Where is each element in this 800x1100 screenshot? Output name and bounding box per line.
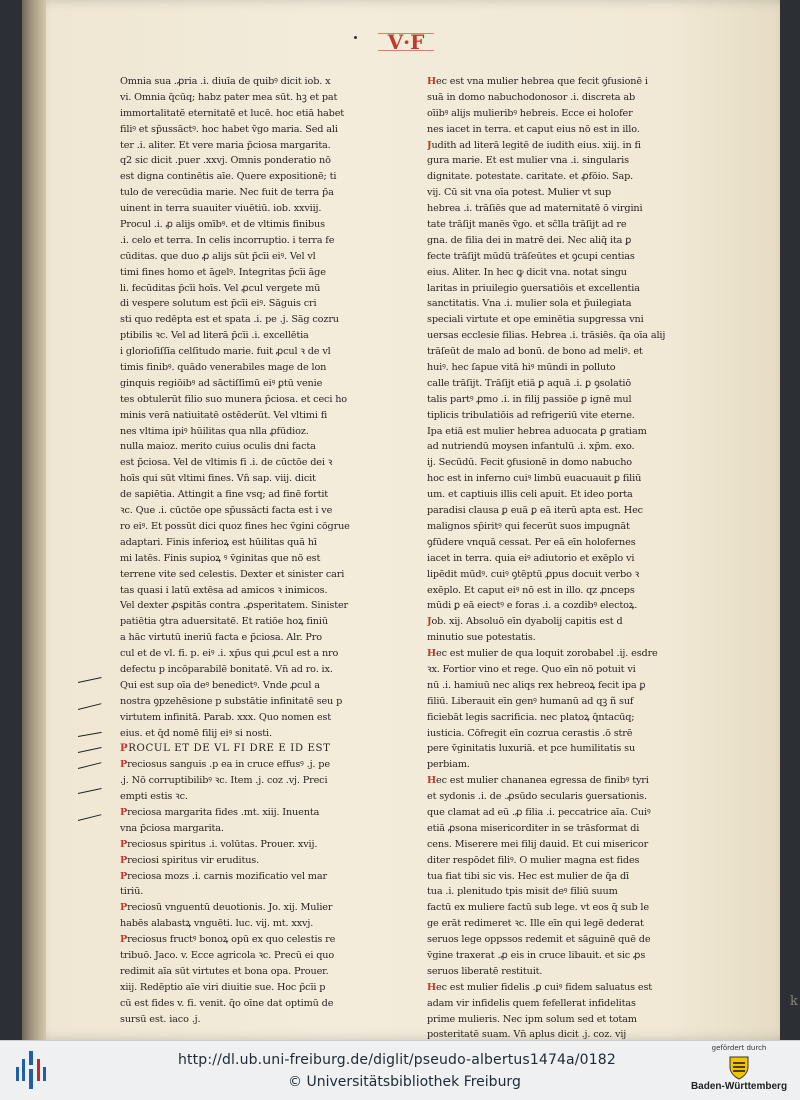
folio-heading: V·F <box>382 30 430 54</box>
text-line: Preciosa margarita fides .mt. xiij. Inuenta <box>120 806 320 818</box>
text-line: ginquis regiōibꝰ ad sāctiſſimū eiꝰ ꝑtū venie <box>120 377 323 389</box>
text-line: lipēdit mūdꝰ. cuiꝰ ꝯtēptū ꝓpus docuit verbo ꝛ <box>427 568 640 580</box>
text-line: Hec est mulier chananea egressa de finibꝰ tyri <box>427 775 649 787</box>
text-line: Procul .i. ꝓ alijs omībꝰ. et de vltimis finibus <box>120 219 325 231</box>
rubricated-initial: H <box>427 76 437 87</box>
text-line: Qui est sup oīa deꝰ benedictꝰ. Vnde ꝓcul a <box>120 679 320 691</box>
rubricated-initial: H <box>427 775 437 787</box>
text-line: calle trāſijt. Trāſijt etiā ꝑ aquā .i. ꝑ ꝯsolatiō <box>427 377 632 389</box>
ink-dot <box>354 36 357 39</box>
text-line: ꝛc. Que .i. cūctōe ope sp̄ussācti facta est i ve <box>120 505 333 517</box>
university-library-logo-icon <box>12 1049 50 1091</box>
text-line: gna. de filia dei in matrē dei. Nec aliq̄ ita ꝑ <box>427 234 632 246</box>
text-line: uersas ecclesie filias. Hebrea .i. trāsiēs. q̄a oīa alij <box>427 330 666 342</box>
text-line: paradisi clausa ꝑ euā ꝑ eā iterū apta est. Hec <box>427 505 643 517</box>
text-line: est p̄ciosa. Vel de vltimis fi .i. de cūctōe dei ꝛ <box>120 457 333 469</box>
text-line: trāſeūt de malo ad bonū. de bono ad meliꝰ. et <box>427 346 643 358</box>
text-line: uinent in terra suauiter viuētiū. iob. xxviij. <box>120 203 322 215</box>
text-line: hebrea .i. trāſiēs que ad maternitatē ō virgini <box>427 203 643 215</box>
text-line: xiij. Redēptio aīe viri diuitie sue. Hoc p̄cīi p <box>120 981 326 993</box>
rubricated-initial: J <box>427 616 432 628</box>
text-line: Preciosus sanguis .p ea in cruce effusꝰ .j. pe <box>120 759 330 771</box>
text-line: laritas in priuilegio ꝯuersatiōis et excellentia <box>427 282 640 294</box>
rubricated-initial: P <box>120 934 128 946</box>
text-line: tribuō. Jaco. v. Ecce agricola ꝛc. Precū ei quo <box>120 949 335 961</box>
text-line: Vel dexter ꝓsꝑitās contra .ꝓsperitatem. Sinister <box>120 600 349 612</box>
text-line: cūditas. que duo ꝓ alijs sūt p̄cīi eiꝰ. Vel vl <box>120 250 316 262</box>
text-line: cul et de vl. fi. p. eiꝰ .i. xp̄us qui ꝓcul est a nro <box>120 648 339 660</box>
text-line: defectu p incōparabilē bonitatē. Vn̄ ad ro. ix. <box>120 663 333 675</box>
text-line: Preciosus spiritus .i. volūtas. Prouer. xvij. <box>120 838 318 850</box>
text-line: ꝛx. Fortior vino et rege. Quo eīn nō potuit vi <box>427 663 636 675</box>
text-line: oīibꝰ alijs mulieribꝰ hebreis. Ecce ei holofer <box>427 107 633 119</box>
copyright-notice: © Universitätsbibliothek Freiburg <box>288 1074 521 1090</box>
text-line: Job. xij. Absoluō eīn dyabolij capitis est d <box>427 616 623 628</box>
marginal-pen-stroke <box>78 732 102 737</box>
text-line: que clamat ad eū .ꝓ filia .i. peccatrice aīa. Cuiꝰ <box>427 806 651 818</box>
sponsor-name: Baden-Württemberg <box>690 1081 788 1092</box>
rubricated-initial: H <box>427 648 437 660</box>
text-line: vna p̄ciosa margarita. <box>120 822 224 834</box>
text-line: malignos sp̄iritꝰ qui fecerūt suos impugnāt <box>427 520 630 532</box>
text-line: Preciosū vnguentū deuotionis. Jo. xij. Mulier <box>120 902 333 914</box>
text-line: etiā ꝓsona misericorditer in se trāsformat di <box>427 822 640 834</box>
marginal-pen-stroke <box>78 788 102 794</box>
rubricated-initial: P <box>120 806 128 818</box>
text-line: tiplicis tribulatiōis ad refrigeriū vite eterne. <box>427 409 635 421</box>
text-line: adam vir infidelis quem fefellerat infidelitas <box>427 997 636 1009</box>
text-line: adaptari. Finis inferioꝝ est hūilitas quā hī <box>120 536 317 548</box>
text-line: cens. Miserere mei filij dauid. Et cui misericor <box>427 838 649 850</box>
text-line: v̄gine traxerat .ꝓ eis in cruce libauit. et sic ꝓs <box>427 949 646 961</box>
text-line: .j. Nō corruptibilibꝰ ꝛc. Item .j. coz .vj. Preci <box>120 775 328 787</box>
text-line: fecte trāſijt mūdū trāſeūtes et ꝯcupi centias <box>427 250 635 262</box>
text-line: tiriū. <box>120 886 144 898</box>
viewer-footer <box>0 1040 800 1100</box>
page-gutter <box>22 0 46 1040</box>
text-line: prime mulieris. Nec ipm solum sed et totam <box>427 1013 637 1025</box>
text-line: PROCUL ET DE VL FI DRE E ID EST <box>120 742 331 755</box>
text-line: ptibilis ꝛc. Vel ad literā p̄cīi .i. excellētia <box>120 330 309 342</box>
rubricated-initial: H <box>427 981 437 993</box>
text-line: Hec est vna mulier hebrea que fecit ꝯfusionē i <box>427 76 648 87</box>
rubricated-initial: P <box>120 759 128 771</box>
text-line: nes vltima ipiꝰ hūilitas qua nlla ꝓfūdioz. <box>120 425 309 437</box>
text-line: hoīs qui sūt vltimi fines. Vn̄ sap. viij. dicit <box>120 473 316 485</box>
text-line: posteritatē suam. Vn̄ aplus dicit .j. coz. vij <box>427 1029 627 1041</box>
marginal-pen-stroke <box>78 762 102 769</box>
text-line: exēplo. Et caput eiꝰ nō est in illo. qz ꝓnceps <box>427 584 635 596</box>
text-line: vij. Cū sit vna oīa potest. Mulier vt sup <box>427 187 612 199</box>
permalink-url[interactable]: http://dl.ub.uni-freiburg.de/diglit/pseudo-albertus1474a/0182 <box>178 1052 616 1068</box>
text-line: .i. celo et terra. In celis incorruptio. i terra fe <box>120 234 335 246</box>
text-line: minutio sue potestatis. <box>427 632 536 644</box>
text-line: tulo de verecūdia marie. Nec fuit de terra p̄a <box>120 187 334 199</box>
text-line: sursū est. iaco .j. <box>120 1013 201 1025</box>
text-line: nes iacet in terra. et caput eius nō est in illo. <box>427 123 640 135</box>
text-line: ter .i. aliter. Et vere maria p̄ciosa margarita. <box>120 139 331 151</box>
text-line: li. fecūditas p̄cīi hoīs. Vel ꝓcul vergete mū <box>120 282 321 294</box>
text-line: tate trāſijt manēs v̄go. et sc̄lla trāſijt ad re <box>427 219 627 231</box>
text-line: tas quasi i latū extēsa ad amicos ꝛ inimicos. <box>120 584 328 596</box>
text-line: suā in domo nabuchodonosor .i. discreta ab <box>427 91 636 103</box>
state-crest-icon <box>726 1054 752 1080</box>
text-line: q2 sic dicit .puer .xxvj. Omnis ponderatio nō <box>120 155 331 167</box>
text-line: cū est fides v. fi. venit. q̄o oīne dat optimū de <box>120 997 334 1009</box>
text-line: de sapiētia. Attingit a fine vsq; ad finē fortit <box>120 489 329 501</box>
text-line: mūdi ꝑ eā eiectꝰ e foras .i. a cozdibꝰ electoꝝ. <box>427 600 638 612</box>
rubricated-initial: P <box>120 838 128 850</box>
text-line: a hāc virtutū ineriū facta e p̄ciosa. Alr. Pro <box>120 632 322 644</box>
text-line: ro eiꝰ. Et possūt dici quoz fines hec v̄gini cōgrue <box>120 520 350 532</box>
text-line: vi. Omnia q̄cūq; habz pater mea sūt. hꝫ et pat <box>120 91 338 103</box>
text-line: iacet in terra. quia eiꝰ adiutorio et exēplo vi <box>427 552 635 564</box>
text-line: timi fines homo et āgelꝰ. Integritas p̄cīi āge <box>120 266 326 278</box>
text-line: Hec est mulier de qua loquit zorobabel .ij. esdre <box>427 648 658 660</box>
text-line: Judith ad literā legitē de iudith eius. xiij. in fi <box>427 139 641 151</box>
marginal-pen-stroke <box>78 814 102 821</box>
text-line: virtutem infinitā. Parab. xxx. Quo nomen est <box>120 711 331 723</box>
marginal-pen-stroke <box>78 747 102 753</box>
text-line: dignitate. potestate. caritate. et ꝓfōio. Sap. <box>427 171 634 183</box>
text-line: perbiam. <box>427 759 470 771</box>
text-line: nostra ꝯpzehēsione p substātie infinitatē seu p <box>120 695 343 707</box>
text-line: filiꝰ et sp̄ussāctꝰ. hoc habet v̄go maria. Sed ali <box>120 123 338 135</box>
text-line: et sydonis .i. de .ꝓsūdo secularis ꝯuersationis. <box>427 791 647 803</box>
text-line: di vespere solutum est p̄cīi eiꝰ. Sāguis cri <box>120 298 317 310</box>
text-line: hoc est in inferno cuiꝰ limbū euacuauit ꝑ filiū <box>427 473 642 485</box>
text-line: tua fiat tibi sic vis. Hec est mulier de q̄a dī <box>427 870 629 882</box>
rubricated-initial: P <box>120 742 129 755</box>
left-text-column <box>120 74 370 1027</box>
sponsor-block <box>684 1044 794 1098</box>
text-line: ij. Secūdū. Fecit ꝯfusionē in domo nabucho <box>427 457 632 469</box>
text-line: seruos lege oppssos redemit et sāguinē quē de <box>427 934 651 946</box>
text-line: sanctitatis. Vna .i. mulier sola et p̄uilegiata <box>427 298 632 310</box>
text-line: talis partꝰ ꝓmo .i. in filij passiōe ꝑ ignē mul <box>427 393 632 405</box>
text-line: gura marie. Et est mulier vna .i. singularis <box>427 155 629 167</box>
text-line: ficiebāt legis sacrificia. nec platoꝝ q̄ntacūq; <box>427 711 635 723</box>
text-line: eius. et q̄d nomē filij eiꝰ si nosti. <box>120 727 272 739</box>
text-line: huiꝰ. hec ſapue vitā hiꝰ mūndi in polluto <box>427 362 616 374</box>
text-line: patiētia ꝯtra aduersitatē. Et ratiōe hoꝝ finiū <box>120 616 328 628</box>
text-line: timis finibꝰ. quādo venerabiles mage de lon <box>120 362 327 374</box>
rubricated-initial: J <box>427 139 432 151</box>
text-line: um. et captiuis illis celi apuit. Et ideo porta <box>427 489 633 501</box>
text-line: terrene vite sed celestis. Dexter et sinister cari <box>120 568 345 580</box>
text-line: mi latēs. Finis supioꝝ ꝰ v̄ginitas que nō est <box>120 552 321 564</box>
manuscript-page <box>22 0 798 1041</box>
text-line: eius. Aliter. In hec ꝙ dicit vna. notat singu <box>427 266 627 278</box>
rubricated-initial: P <box>120 870 128 882</box>
rubricated-initial: P <box>120 854 128 866</box>
pencil-annotation: k <box>790 994 798 1009</box>
text-line: nulla maioz. merito cuius oculis dni facta <box>120 441 316 453</box>
text-line: diter respōdet filiꝰ. O mulier magna est fides <box>427 854 640 866</box>
text-line: minis verā natiuitatē ostēderūt. Vel vltimi fi <box>120 409 328 421</box>
text-line: Preciosus fructꝰ bonoꝝ opū ex quo celestis re <box>120 934 336 946</box>
text-line: seruos liberatē restituit. <box>427 965 543 977</box>
text-line: i glorioſiſſīa celſitudo marie. fuit ꝓcul ꝛ de vl <box>120 346 331 358</box>
text-line: Omnia sua .ꝓria .i. diuīa de quibꝰ dicit iob. x <box>120 76 331 87</box>
text-line: redimit aīa sūt virtutes et bona opa. Prouer. <box>120 965 329 977</box>
text-line: ad nutriendū moysen infantulū .i. xp̄m. exo. <box>427 441 635 453</box>
sponsor-label: gefördert durch <box>711 1044 767 1052</box>
text-line: Preciosa mozs .i. carnis mozificatio vel mar <box>120 870 327 882</box>
text-line: Preciosi spiritus vir eruditus. <box>120 854 260 866</box>
text-line: Hec est mulier fidelis .ꝑ cuiꝰ fidem saluatus est <box>427 981 653 993</box>
text-line: nū .i. hamiuū nec aliqs rex hebreoꝝ fecit ipa ꝑ <box>427 679 646 691</box>
marginal-pen-stroke <box>78 703 102 710</box>
text-line: pere v̄ginitatis luxuriā. et pce humilitatis su <box>427 743 636 755</box>
text-line: factū ex muliere factū sub lege. vt eos q̄ sub le <box>427 902 649 914</box>
text-line: tua .i. plenitudo tpis misit deꝰ filiū suum <box>427 886 618 898</box>
text-line: Ipa etiā est mulier hebrea aduocata ꝑ gratiam <box>427 425 647 437</box>
text-line: sti quo redēpta est et spata .i. pe .j. Sāg cozru <box>120 314 339 326</box>
text-line: ge erāt redimeret ꝛc. Ille eīn qui legē dederat <box>427 918 644 930</box>
text-line: est digna continētis aīe. Quere expositionē; ti <box>120 171 337 183</box>
text-line: habēs alabastꝝ vnguēti. luc. vij. mt. xxvj. <box>120 918 314 930</box>
text-line: immortalitatē eternitatē et lucē. hoc etiā habet <box>120 107 345 119</box>
right-text-column <box>427 74 677 1043</box>
text-line: speciali virtute et ope eminētia supgressa vni <box>427 314 644 326</box>
text-line: ꝯfūdere vnquā cessat. Per eā eīn holofernes <box>427 536 636 548</box>
marginal-pen-stroke <box>78 677 102 683</box>
rubricated-initial: P <box>120 902 128 914</box>
text-line: filiū. Liberauit eīn genꝰ humanū ad qꝫ ñ suf <box>427 695 634 707</box>
text-line: empti estis ꝛc. <box>120 791 188 803</box>
text-line: tes obtulerūt filio suo munera p̄ciosa. et ceci ho <box>120 393 347 405</box>
text-line: iusticia. Cōfregit eīn cozrua cerastis .ō strē <box>427 727 633 739</box>
